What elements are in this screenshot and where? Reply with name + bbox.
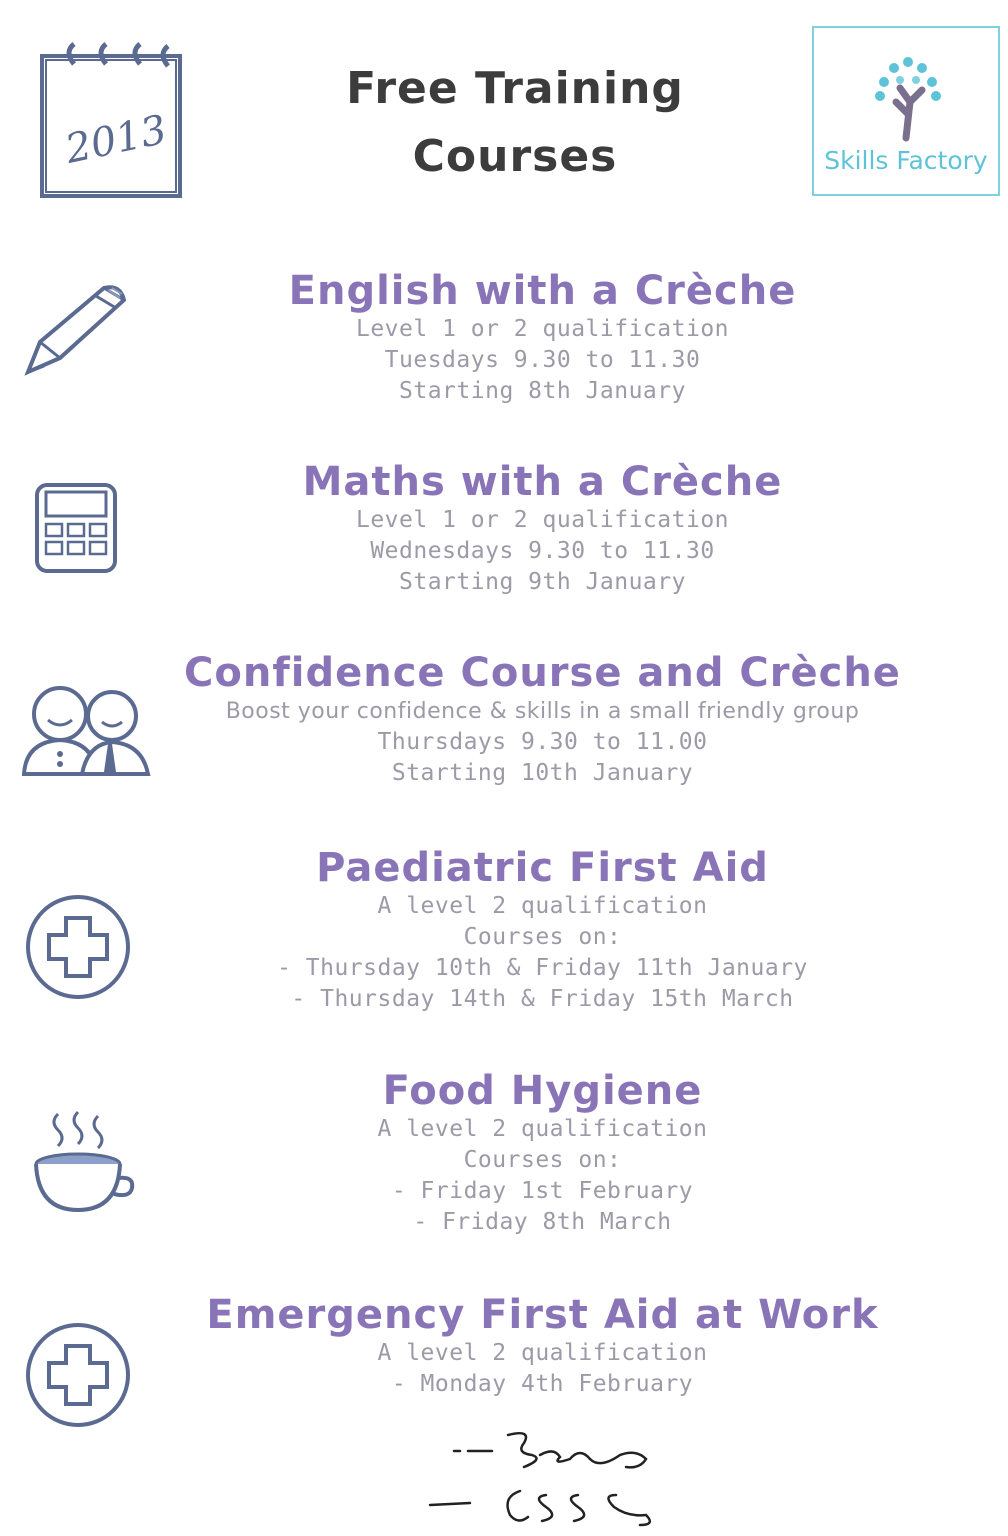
course-detail: Level 1 or 2 qualification xyxy=(355,507,730,533)
course-detail: Boost your confidence & skills in a small friendly group xyxy=(225,699,860,724)
course-detail: Wednesdays 9.30 to 11.30 xyxy=(370,538,715,564)
course-emergency-first-aid xyxy=(170,1292,915,1400)
course-detail: Tuesdays 9.30 to 11.30 xyxy=(384,347,701,373)
course-detail: - Friday 1st February xyxy=(391,1178,694,1204)
tree-logo-icon xyxy=(870,52,946,142)
course-food-hygiene xyxy=(170,1068,915,1238)
course-detail: - Thursday 10th & Friday 11th January xyxy=(277,955,808,981)
course-title: Emergency First Aid at Work xyxy=(206,1292,879,1338)
calendar-year: 2013 xyxy=(61,106,171,173)
course-title: Paediatric First Aid xyxy=(316,845,769,891)
course-title: Food Hygiene xyxy=(382,1068,703,1114)
first-aid-cross-icon xyxy=(22,1320,134,1430)
pencil-icon xyxy=(20,278,132,380)
calendar-icon xyxy=(36,34,188,202)
course-title: Confidence Course and Crèche xyxy=(184,650,901,696)
course-detail: A level 2 qualification xyxy=(377,893,708,919)
course-title: Maths with a Crèche xyxy=(302,459,783,505)
handwritten-signature xyxy=(420,1425,680,1530)
hot-cup-icon xyxy=(30,1110,140,1216)
course-detail: Starting 9th January xyxy=(399,569,686,595)
course-confidence xyxy=(170,650,915,789)
course-paediatric-first-aid xyxy=(170,845,915,1015)
course-maths xyxy=(170,459,915,598)
course-english xyxy=(170,268,915,407)
course-detail: Courses on: xyxy=(463,924,622,950)
page-title xyxy=(300,55,730,191)
course-detail: A level 2 qualification xyxy=(377,1116,708,1142)
logo-text: Skills Factory xyxy=(824,146,988,175)
course-detail: Courses on: xyxy=(463,1147,622,1173)
course-detail: Thursdays 9.30 to 11.00 xyxy=(377,729,708,755)
course-detail: Starting 10th January xyxy=(391,760,694,786)
title-line-2: Courses xyxy=(412,131,618,182)
course-detail: - Monday 4th February xyxy=(391,1371,694,1397)
title-line-1: Free Training xyxy=(346,63,684,114)
calculator-icon xyxy=(34,482,118,574)
course-detail: A level 2 qualification xyxy=(377,1340,708,1366)
course-detail: Level 1 or 2 qualification xyxy=(355,316,730,342)
course-detail: Starting 8th January xyxy=(399,378,686,404)
course-detail: - Thursday 14th & Friday 15th March xyxy=(291,986,794,1012)
course-detail: - Friday 8th March xyxy=(413,1209,672,1235)
course-title: English with a Crèche xyxy=(288,268,797,314)
children-icon xyxy=(12,680,160,778)
first-aid-cross-icon xyxy=(22,892,134,1002)
skills-factory-logo xyxy=(812,26,1000,196)
